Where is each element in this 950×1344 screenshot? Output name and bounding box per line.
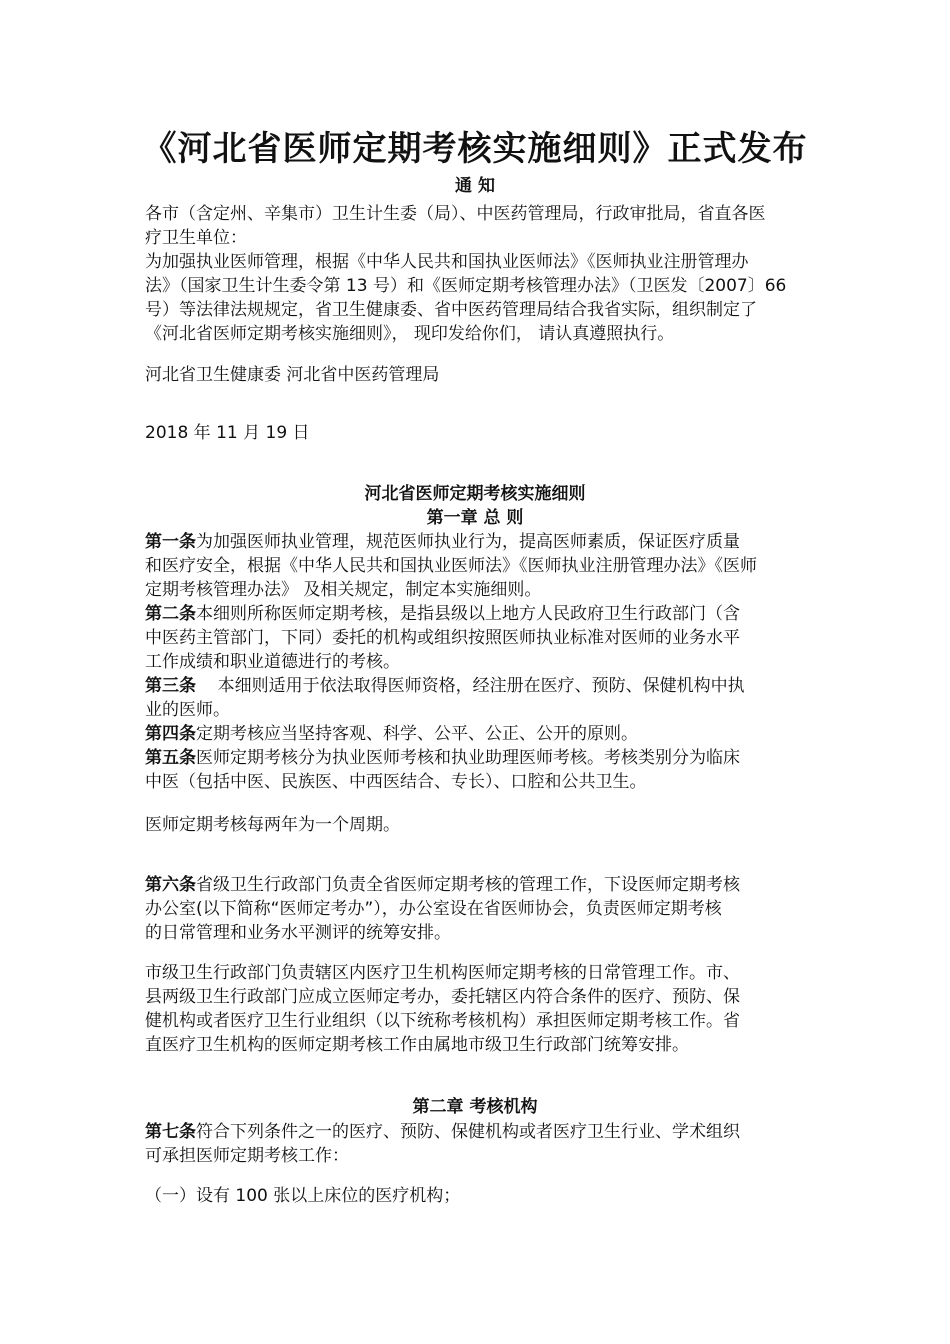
article-2-text: 本细则所称医师定期考核，是指县级以上地方人民政府卫生行政部门（含 <box>196 604 740 624</box>
notice-line: 《河北省医师定期考核实施细则》， 现印发给你们， 请认真遵照执行。 <box>145 324 675 344</box>
article-4-text: 定期考核应当坚持客观、科学、公平、公正、公开的原则。 <box>196 724 638 744</box>
article-1-line: 定期考核管理办法》 及相关规定，制定本实施细则。 <box>145 580 542 600</box>
notice-line: 各市（含定州、辛集市）卫生计生委（局）、中医药管理局，行政审批局，省直各医 <box>145 204 766 224</box>
article-6-para2-line: 县两级卫生行政部门应成立医师定考办，委托辖区内符合条件的医疗、预防、保 <box>145 987 740 1007</box>
article-6-text: 省级卫生行政部门负责全省医师定期考核的管理工作，下设医师定期考核 <box>196 875 740 895</box>
article-7-line <box>145 1120 740 1144</box>
article-1-label: 第一条 <box>145 532 196 552</box>
notice-line: 疗卫生单位： <box>145 228 247 248</box>
chapter-2-title: 第二章 考核机构 <box>412 1097 538 1117</box>
article-6-line: 办公室(以下简称“医师定考办”），办公室设在省医师协会，负责医师定期考核 <box>145 899 722 919</box>
article-6-para2-line: 健机构或者医疗卫生行业组织（以下统称考核机构）承担医师定期考核工作。省 <box>145 1011 740 1031</box>
article-5-text: 医师定期考核分为执业医师考核和执业助理医师考核。考核类别分为临床 <box>196 748 740 768</box>
article-7-text: 符合下列条件之一的医疗、预防、保健机构或者医疗卫生行业、学术组织 <box>196 1122 740 1142</box>
chapter-1-title: 第一章 总 则 <box>426 508 524 528</box>
article-6-line: 的日常管理和业务水平测评的统筹安排。 <box>145 923 451 943</box>
article-7-line: 可承担医师定期考核工作： <box>145 1146 349 1166</box>
article-3-line: 业的医师。 <box>145 700 230 720</box>
article-6-line <box>145 873 740 897</box>
article-4-line <box>145 722 638 746</box>
issue-date: 2018 年 11 月 19 日 <box>145 423 310 443</box>
article-6-para2-line: 直医疗卫生机构的医师定期考核工作由属地市级卫生行政部门统筹安排。 <box>145 1035 689 1055</box>
notice-line: 法》（国家卫生计生委令第 13 号）和《医师定期考核管理办法》（卫医发〔2007〕66 <box>145 276 787 296</box>
article-2-line <box>145 602 740 626</box>
article-2-line: 工作成绩和职业道德进行的考核。 <box>145 652 400 672</box>
notice-heading: 通 知 <box>455 176 495 196</box>
article-5-label: 第五条 <box>145 748 196 768</box>
list-item: （一）设有 100 张以上床位的医疗机构； <box>145 1186 461 1206</box>
article-3-text: 本细则适用于依法取得医师资格，经注册在医疗、预防、保健机构中执 <box>196 676 745 696</box>
article-3-line <box>145 674 745 698</box>
article-6-para2-line: 市级卫生行政部门负责辖区内医疗卫生机构医师定期考核的日常管理工作。市、 <box>145 963 740 983</box>
article-1-line: 和医疗安全，根据《中华人民共和国执业医师法》《医师执业注册管理办法》《医师 <box>145 556 757 576</box>
article-2-line: 中医药主管部门，下同）委托的机构或组织按照医师执业标准对医师的业务水平 <box>145 628 740 648</box>
rules-title: 河北省医师定期考核实施细则 <box>364 484 586 504</box>
article-4-label: 第四条 <box>145 724 196 744</box>
article-7-label: 第七条 <box>145 1122 196 1142</box>
issuer-line: 河北省卫生健康委 河北省中医药管理局 <box>145 365 440 385</box>
article-5-line <box>145 746 740 770</box>
article-6-label: 第六条 <box>145 875 196 895</box>
article-2-label: 第二条 <box>145 604 196 624</box>
document-title: 《河北省医师定期考核实施细则》正式发布 <box>142 129 808 169</box>
article-5-line: 中医（包括中医、民族医、中西医结合、专长）、口腔和公共卫生。 <box>145 772 647 792</box>
notice-line: 为加强执业医师管理，根据《中华人民共和国执业医师法》《医师执业注册管理办 <box>145 252 749 272</box>
article-1-text: 为加强医师执业管理，规范医师执业行为，提高医师素质，保证医疗质量 <box>196 532 740 552</box>
article-1-line <box>145 530 740 554</box>
notice-line: 号）等法律法规规定，省卫生健康委、省中医药管理局结合我省实际，组织制定了 <box>145 300 757 320</box>
article-3-label: 第三条 <box>145 676 196 696</box>
cycle-text: 医师定期考核每两年为一个周期。 <box>145 815 400 835</box>
